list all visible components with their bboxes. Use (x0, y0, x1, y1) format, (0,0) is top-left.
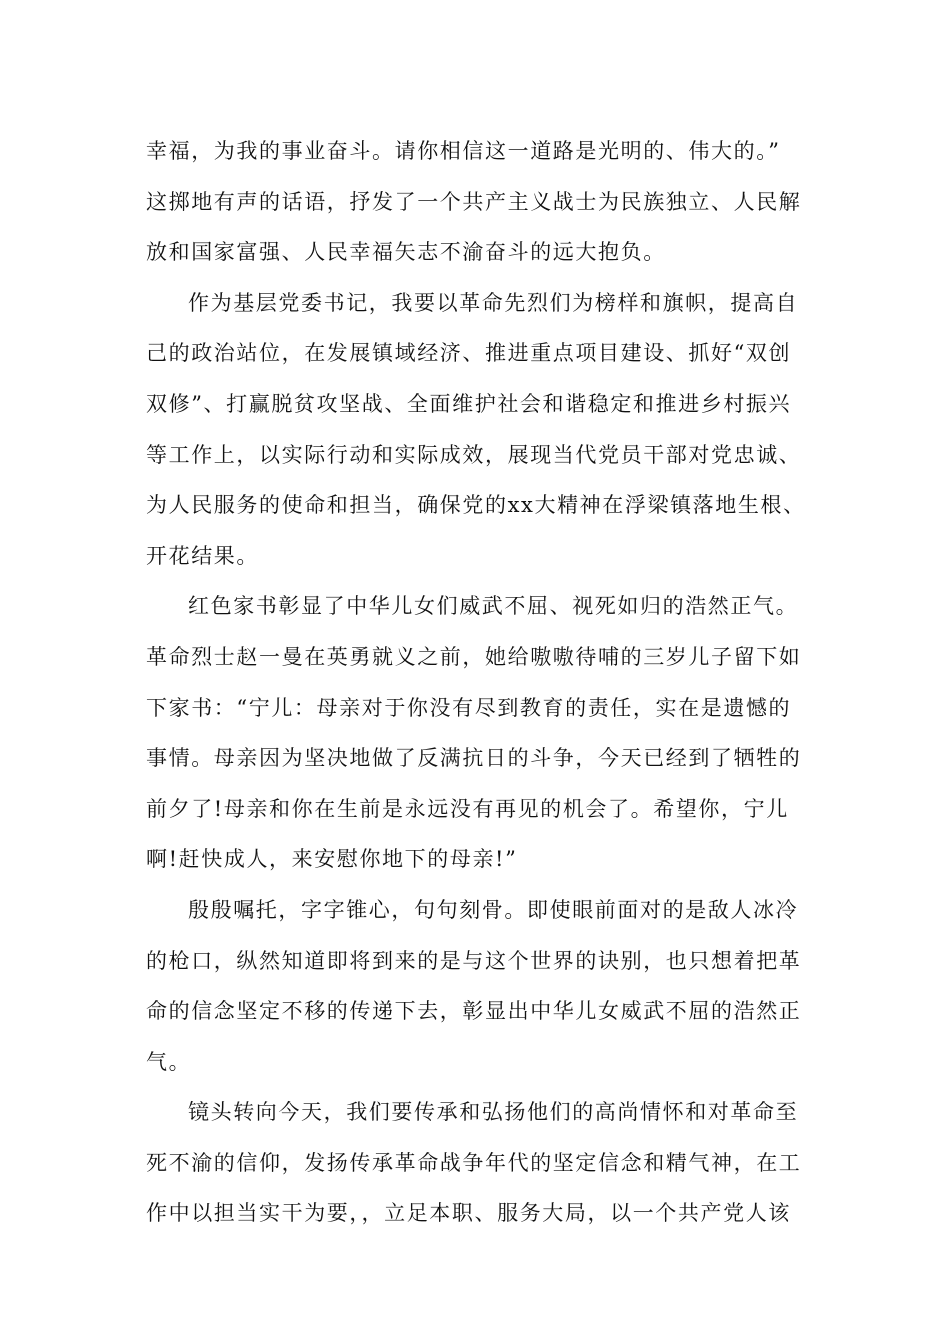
text-line: 革命烈士赵一曼在英勇就义之前，她给嗷嗷待哺的三岁儿子留下如 (146, 644, 802, 669)
paragraph-4 (146, 885, 808, 1087)
paragraph-5 (146, 1087, 808, 1239)
text-line: 等工作上，以实际行动和实际成效，展现当代党员干部对党忠诚、 (146, 442, 802, 467)
text-line: 放和国家富强、人民幸福矢志不渝奋斗的远大抱负。 (146, 240, 666, 265)
text-line: 开花结果。 (146, 543, 259, 568)
text-line: 事情。母亲因为坚决地做了反满抗日的斗争，今天已经到了牺牲的 (146, 746, 802, 771)
paragraph-1 (146, 126, 808, 278)
text-line: 作中以担当实干为要，，立足本职、服务大局，以一个共产党人该 (146, 1201, 791, 1226)
text-line: 的枪口，纵然知道即将到来的是与这个世界的诀别，也只想着把革 (146, 948, 802, 973)
text-line: 双修”、打赢脱贫攻坚战、全面维护社会和谐稳定和推进乡村振兴 (146, 391, 792, 416)
text-line: 命的信念坚定不移的传递下去，彰显出中华儿女威武不屈的浩然正 (146, 999, 802, 1024)
text-line: 红色家书彰显了中华儿女们威武不屈、视死如归的浩然正气。 (188, 594, 799, 619)
text-line: 这掷地有声的话语，抒发了一个共产主义战士为民族独立、人民解 (146, 189, 802, 214)
text-line: 殷殷嘱托，字字锥心，句句刻骨。即使眼前面对的是敌人冰冷 (188, 897, 799, 922)
paragraph-3 (146, 581, 808, 885)
text-line: 下家书：“宁儿：母亲对于你没有尽到教育的责任，实在是遗憾的 (146, 695, 792, 720)
text-line: 镜头转向今天，我们要传承和弘扬他们的高尚情怀和对革命至 (188, 1100, 799, 1125)
text-line: 己的政治站位，在发展镇域经济、推进重点项目建设、抓好“双创 (146, 341, 792, 366)
text-line: 为人民服务的使命和担当，确保党的xx大精神在浮梁镇落地生根、 (146, 493, 806, 518)
text-line: 啊!赶快成人，来安慰你地下的母亲!” (146, 847, 518, 872)
text-line: 前夕了!母亲和你在生前是永远没有再见的机会了。希望你，宁儿 (146, 796, 789, 821)
text-line: 死不渝的信仰，发扬传承革命战争年代的坚定信念和精气神，在工 (146, 1150, 802, 1175)
paragraph-2 (146, 278, 808, 582)
text-line: 作为基层党委书记，我要以革命先烈们为榜样和旗帜，提高自 (188, 290, 799, 315)
text-line: 气。 (146, 1049, 192, 1074)
text-line: 幸福，为我的事业奋斗。请你相信这一道路是光明的、伟大的。” (146, 139, 781, 163)
document-body (146, 126, 808, 1239)
